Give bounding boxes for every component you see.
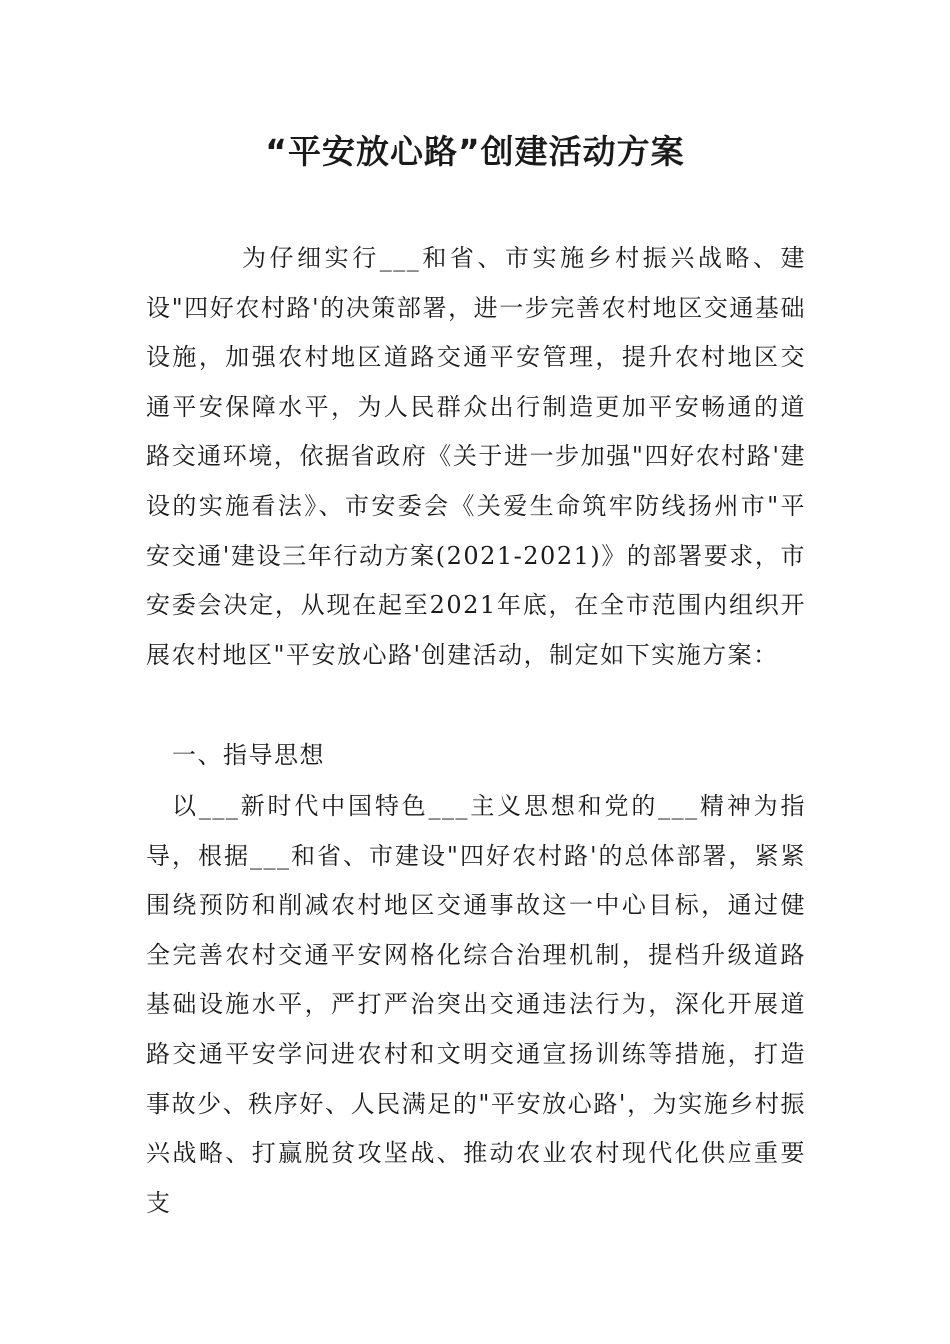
document-title: “平安放心路”创建活动方案 xyxy=(265,132,685,171)
section-heading-guiding-ideology: 一、指导思想 xyxy=(172,741,325,769)
intro-paragraph: 为仔细实行___和省、市实施乡村振兴战略、建设"四好农村路'的决策部署，进一步完善农村地区交通基础设施，加强农村地区道路交通平安管理，提升农村地区交通平安保障水平，为人民群众出行制造更加平安畅通的道路交通环境，依据省政府《关于进一步加强"四好农村路'建设的实施看法》、市安委会《关爱生命筑牢防线扬州市"平安交通'建设三年行动方案(2021-2021)》的部署要求，市安委会决定，从现在起至2021年底，在全市范围内组织开展农村地区"平安放心路'创建活动，制定如下实施方案： xyxy=(146,244,806,669)
section-paragraph-guiding-ideology: 以___新时代中国特色___主义思想和党的___精神为指导，根据___和省、市建设"四好农村路'的总体部署，紧紧围绕预防和削减农村地区交通事故这一中心目标，通过健全完善农村交通平安网格化综合治理机制，提档升级道路基础设施水平，严打严治突出交通违法行为，深化开展道路交通平安学问进农村和文明交通宣扬训练等措施，打造事故少、秩序好、人民满足的"平安放心路'，为实施乡村振兴战略、打赢脱贫攻坚战、推动农业农村现代化供应重要支 xyxy=(146,792,806,1217)
